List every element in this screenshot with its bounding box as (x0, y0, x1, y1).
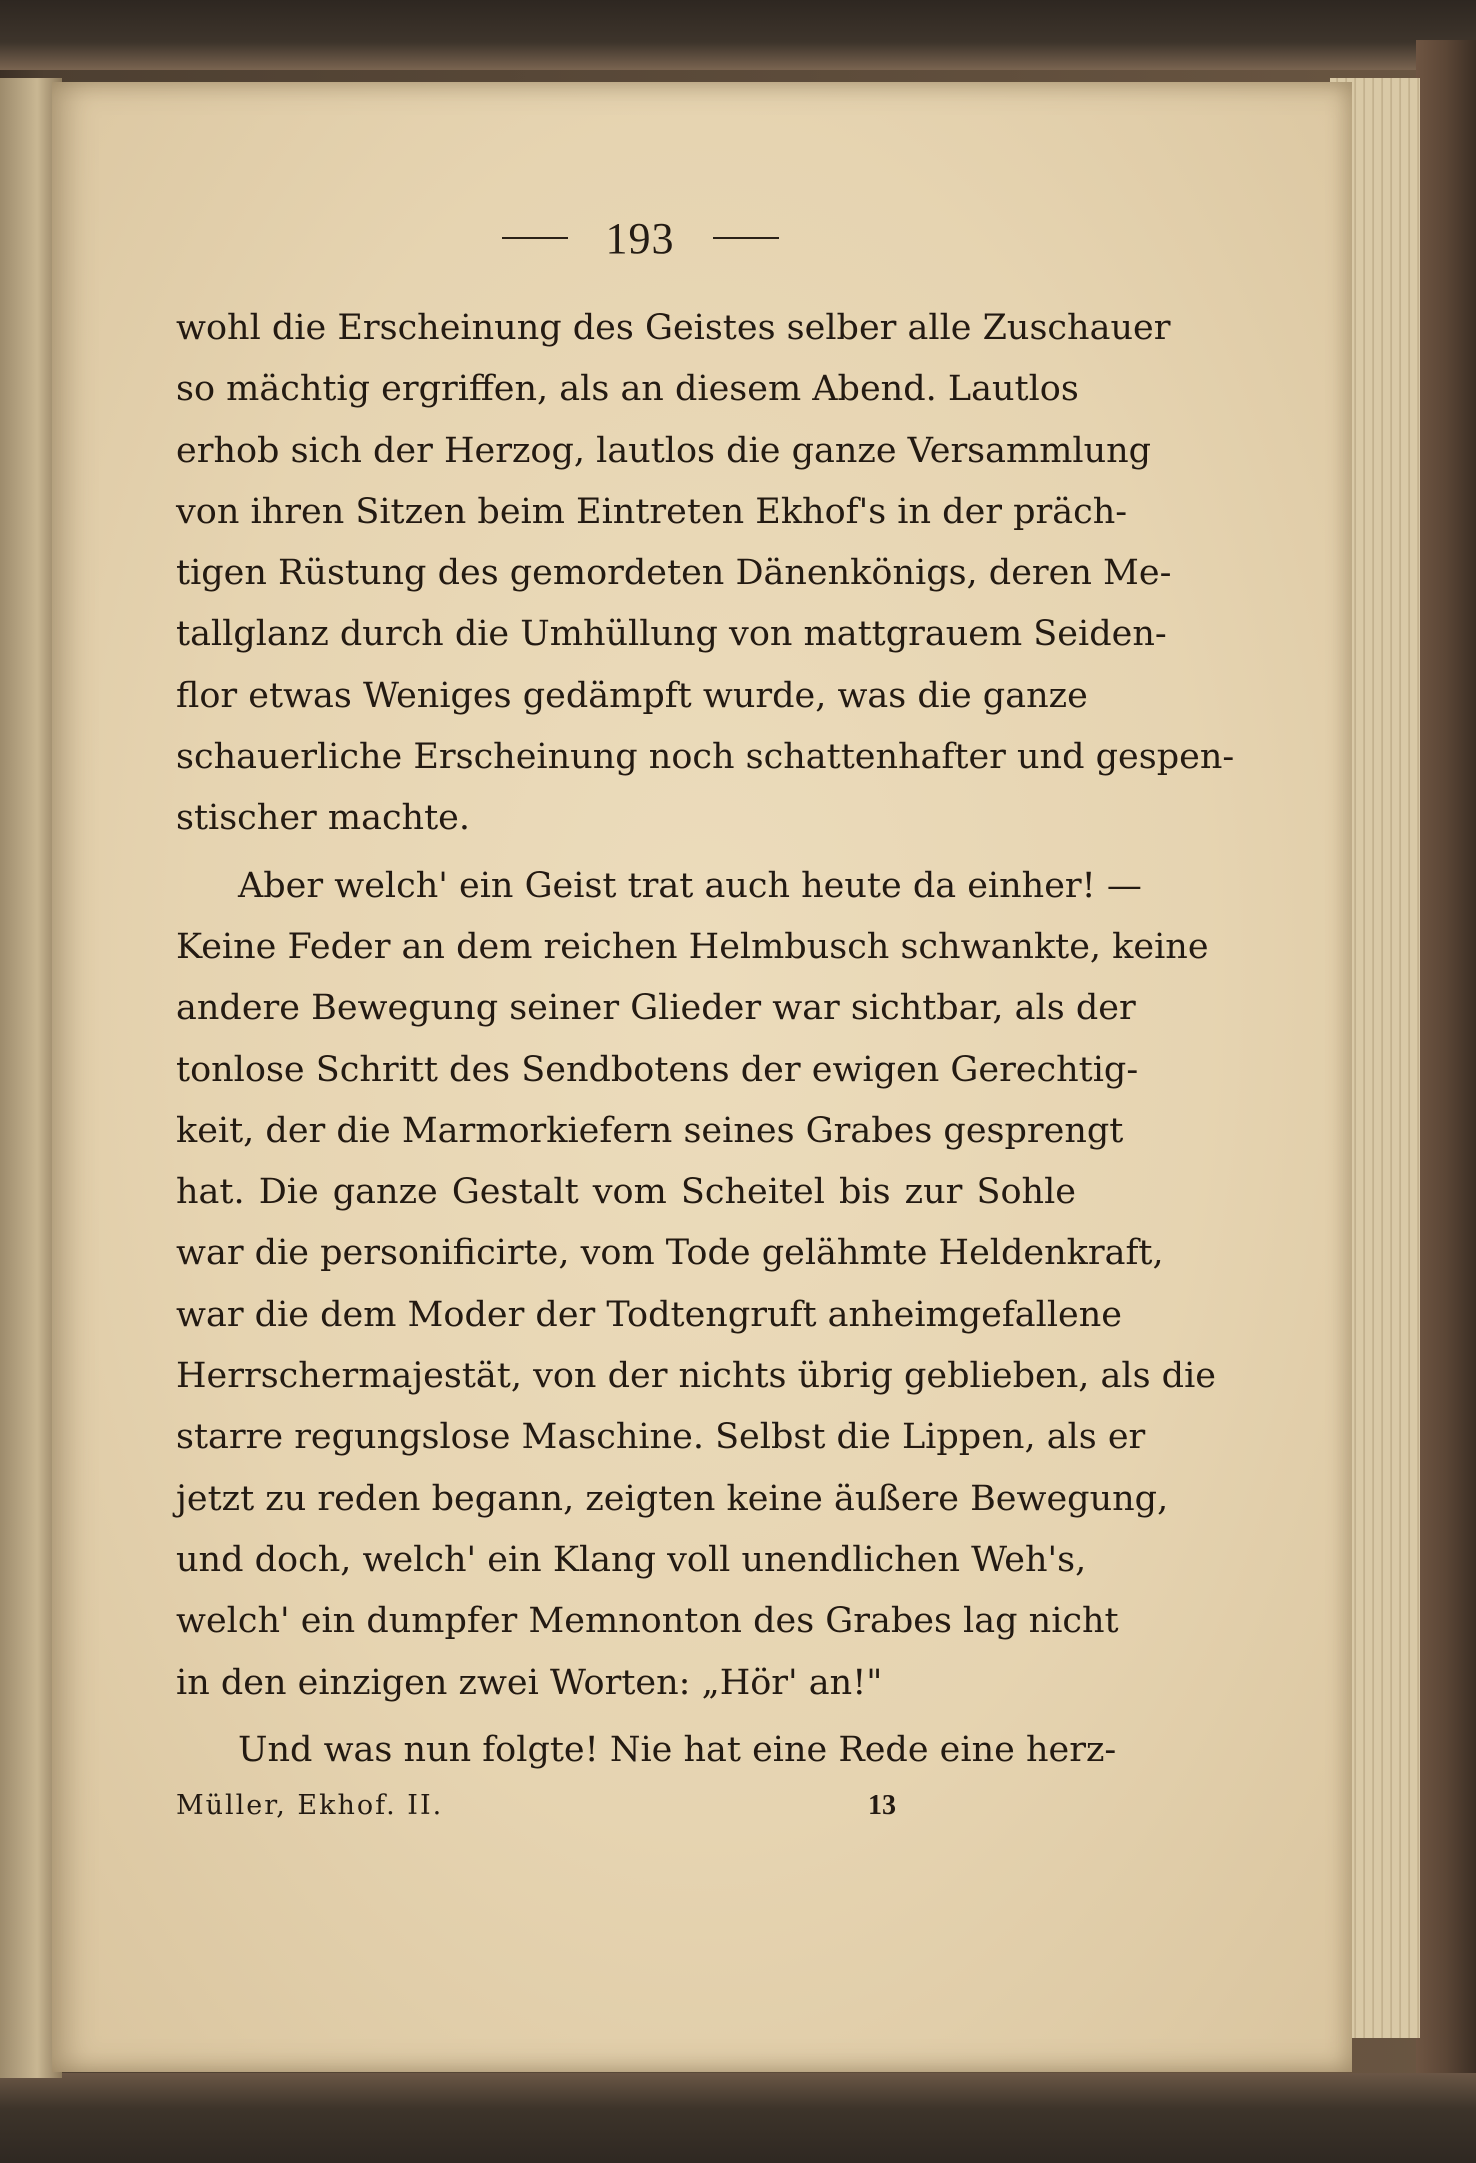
text-line: jetzt zu reden begann, zeigten keine äußere Bewegung, (176, 1478, 1169, 1519)
text-line: von ihren Sitzen beim Eintreten Ekhof's in der präch- (176, 491, 1128, 532)
text-line: erhob sich der Herzog, lautlos die ganze Versammlung (176, 430, 1152, 471)
text-line: keit, der die Marmorkiefern seines Grabes gesprengt (176, 1110, 1124, 1151)
book-cover-top-edge (0, 0, 1476, 70)
text-line: und doch, welch' ein Klang voll unendlichen Weh's, (176, 1539, 1087, 1580)
text-line: Aber welch' ein Geist trat auch heute da einher! — (238, 865, 1142, 906)
header-rule-left (502, 237, 568, 239)
text-line: in den einzigen zwei Worten: „Hör' an!" (176, 1662, 883, 1703)
text-line: welch' ein dumpfer Memnonton des Grabes lag nicht (176, 1601, 1119, 1642)
text-line: Keine Feder an dem reichen Helmbusch schwankte, keine (176, 926, 1209, 967)
page-header (480, 210, 800, 266)
text-line: Herrschermajestät, von der nichts übrig geblieben, als die (176, 1356, 1216, 1397)
signature-mark: 13 (868, 1790, 896, 1821)
text-line: flor etwas Weniges gedämpft wurde, was die ganze (176, 675, 1088, 716)
text-line: andere Bewegung seiner Glieder war sichtbar, als der (176, 988, 1136, 1029)
text-line: starre regungslose Maschine. Selbst die Lippen, als er (176, 1417, 1146, 1458)
text-line: war die personificirte, vom Tode gelähmte Heldenkraft, (176, 1233, 1164, 1274)
text-line: wohl die Erscheinung des Geistes selber alle Zuschauer (176, 308, 1171, 348)
book-cover-bottom-edge (0, 2073, 1476, 2163)
text-line: hat. Die ganze Gestalt vom Scheitel bis zur Sohle (176, 1172, 1076, 1213)
page-number: 193 (605, 213, 675, 263)
text-line: tonlose Schritt des Sendbotens der ewigen Gerechtig- (176, 1049, 1139, 1090)
body-text (176, 298, 1235, 1781)
text-line: stischer machte. (176, 798, 470, 839)
text-line: tallglanz durch die Umhüllung von mattgrauem Seiden- (176, 614, 1167, 655)
book-cover-right-edge (1416, 40, 1476, 2163)
text-line: Und was nun folgte! Nie hat eine Rede eine herz- (238, 1729, 1117, 1770)
page-footer (176, 1790, 936, 1838)
signature-line: Müller, Ekhof. II. (176, 1790, 444, 1821)
text-line: schauerliche Erscheinung noch schattenhafter und gespen- (176, 737, 1235, 778)
header-rule-right (713, 237, 779, 239)
text-line: so mächtig ergriffen, als an diesem Abend. Lautlos (176, 369, 1079, 410)
text-line: war die dem Moder der Todtengruft anheimgefallene (176, 1294, 1122, 1335)
text-line: tigen Rüstung des gemordeten Dänenkönigs, deren Me- (176, 553, 1172, 594)
